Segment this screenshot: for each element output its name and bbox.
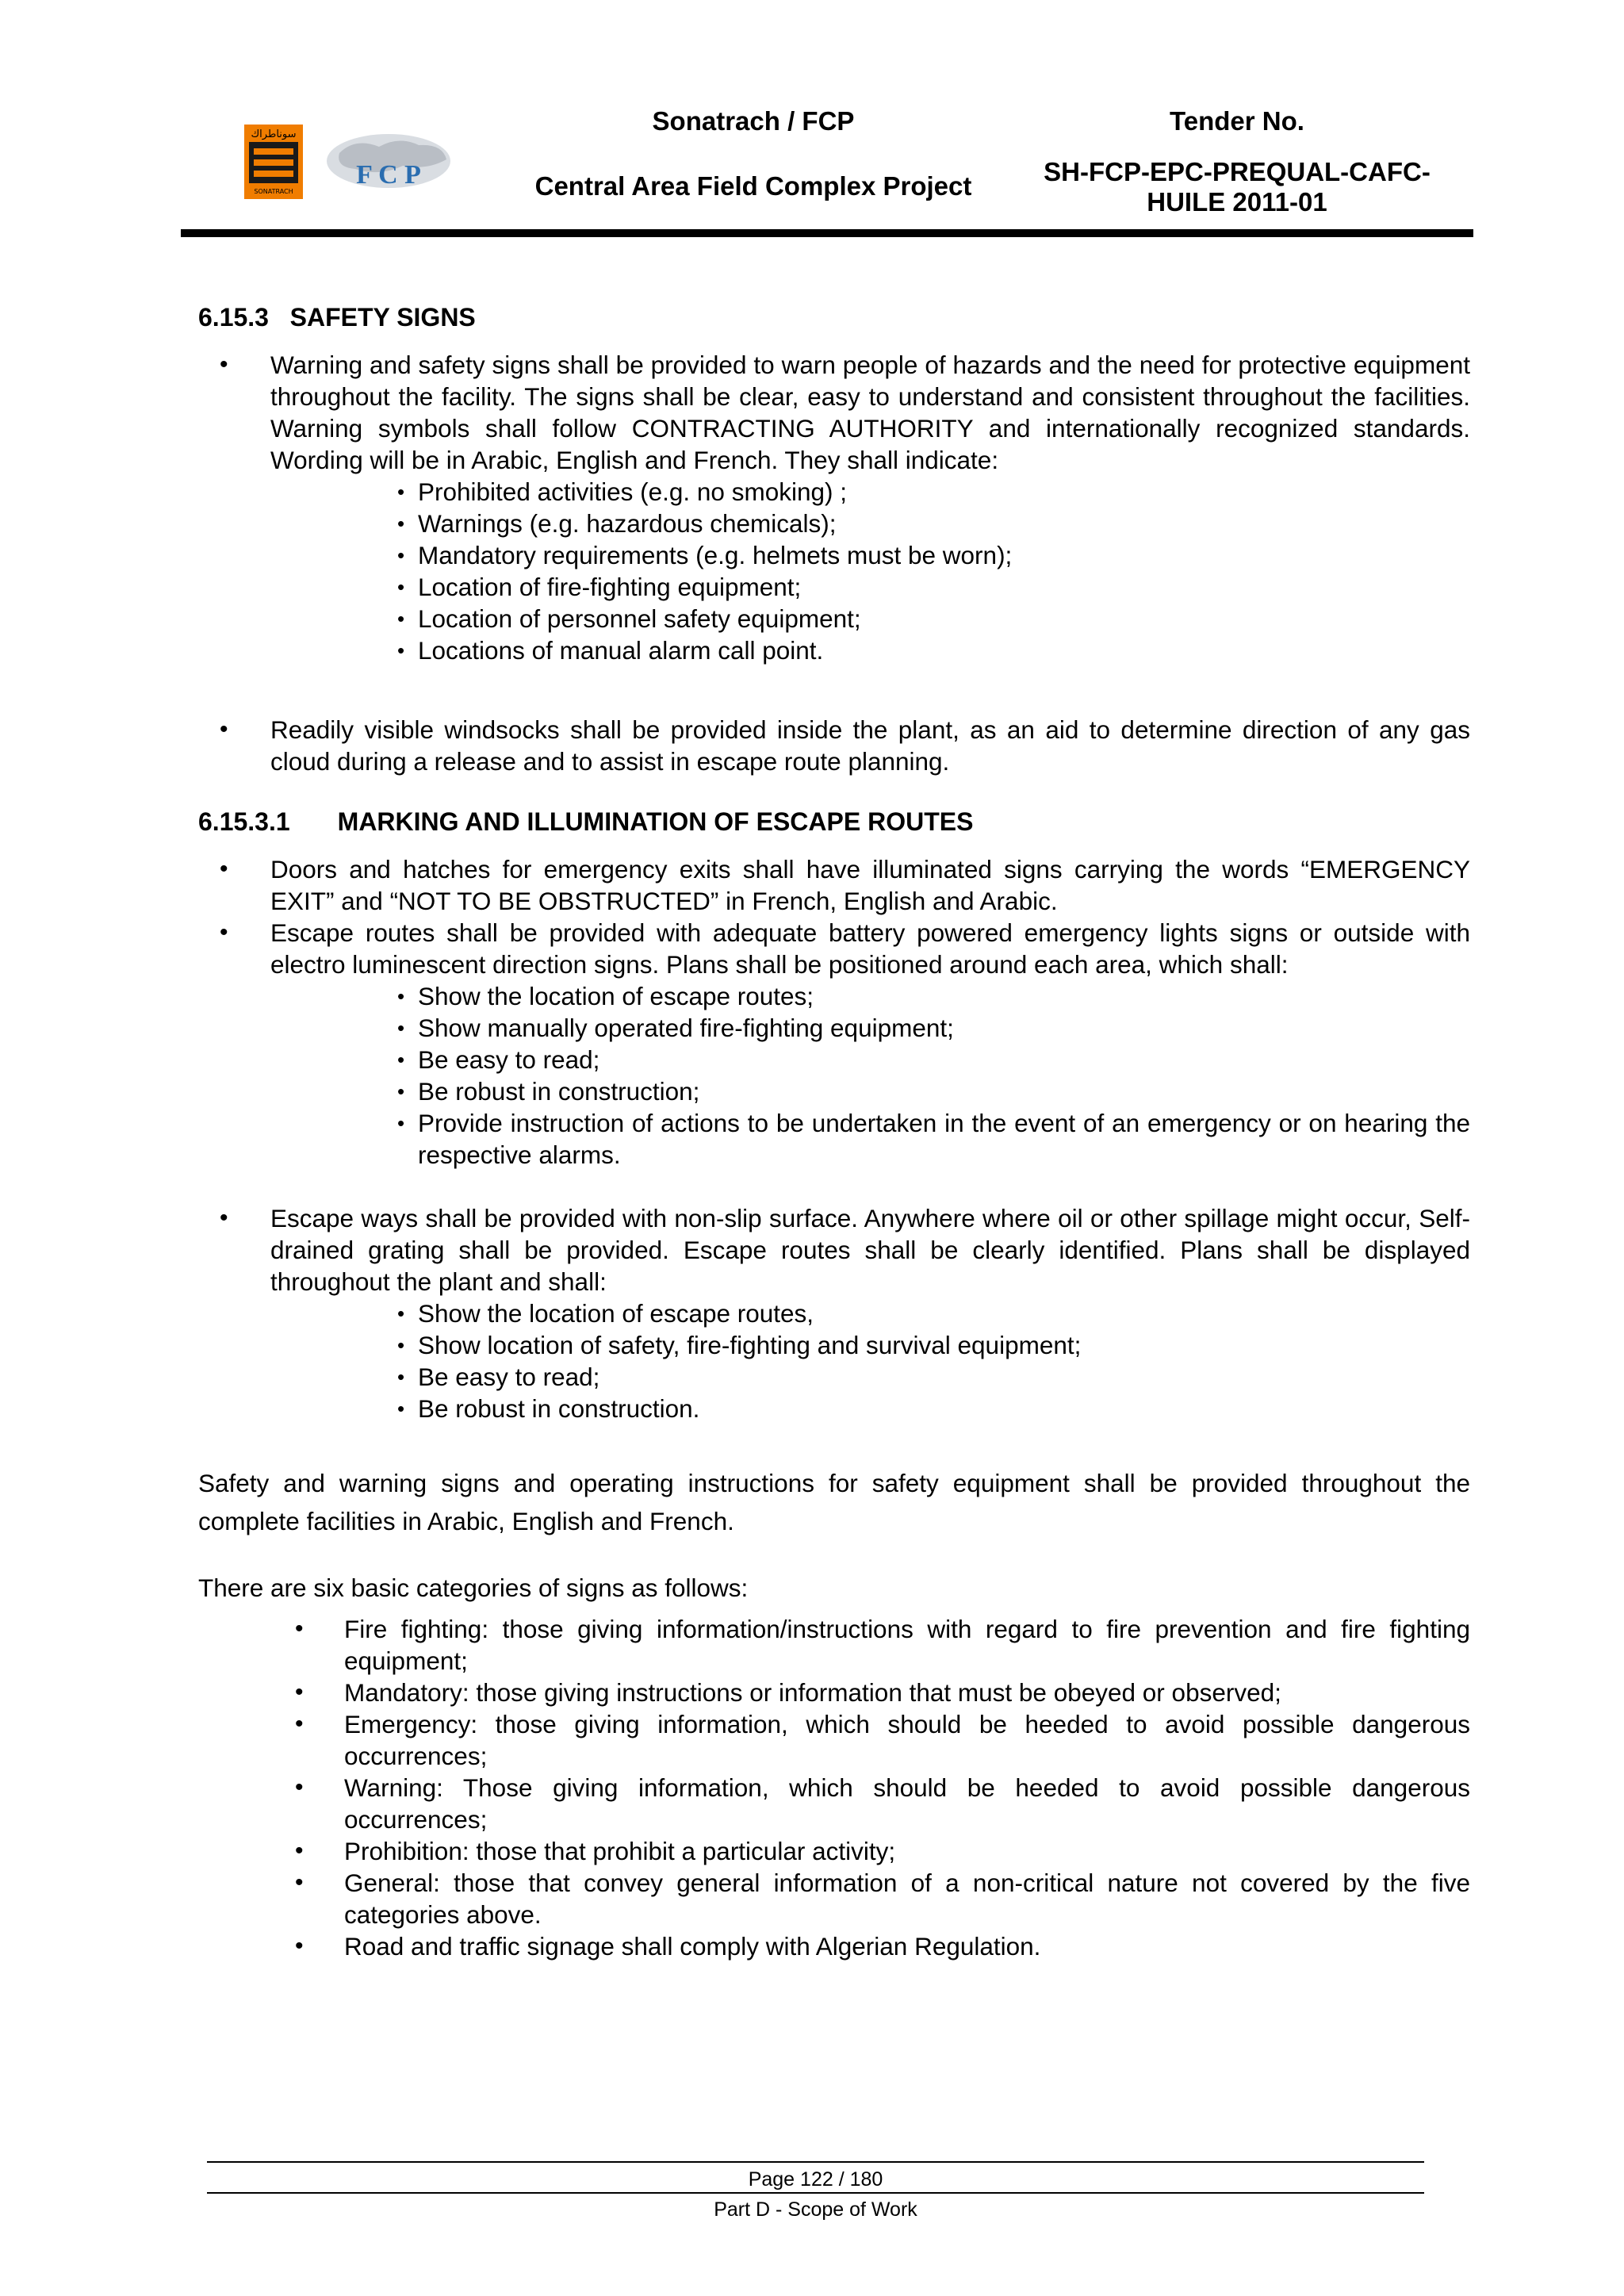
list-item: • Show the location of escape routes,	[198, 1297, 1470, 1329]
list-item: • Be robust in construction.	[198, 1393, 1470, 1424]
list-item: • Warning and safety signs shall be provided to warn people of hazards and the need for protective equipment throughout the facility. The signs shall be clear, easy to understand and consistent throughout the facilities. Warning symbols shall follow CONTRACTING AUTHORITY and internationally recognized standards. Wording will be in Arabic, English and French. They shall indicate:	[198, 349, 1470, 476]
footer-rule-top	[207, 2161, 1424, 2163]
list-item: • Be easy to read;	[198, 1361, 1470, 1393]
list-item: • Warnings (e.g. hazardous chemicals);	[198, 508, 1470, 539]
closing-paragraph: Safety and warning signs and operating instructions for safety equipment shall be provided throughout the complete facilities in Arabic, English and French.	[198, 1469, 1470, 1535]
list-item: • Fire fighting: those giving information/instructions with regard to fire prevention and fire fighting equipment;	[198, 1613, 1470, 1677]
header-tender-number-line1: SH-FCP-EPC-PREQUAL-CAFC-	[1044, 157, 1431, 186]
list-item: • Prohibition: those that prohibit a particular activity;	[198, 1835, 1470, 1867]
fcp-logo-text: F C P	[356, 160, 421, 190]
list-item: • Prohibited activities (e.g. no smoking) ;	[198, 476, 1470, 508]
list-item: • Doors and hatches for emergency exits shall have illuminated signs carrying the words “EMERGENCY EXIT” and “NOT TO BE OBSTRUCTED” in French, English and Arabic.	[198, 853, 1470, 917]
list-item: • Show manually operated fire-fighting equipment;	[198, 1012, 1470, 1044]
header-rule	[181, 229, 1473, 237]
list-item: • Road and traffic signage shall comply with Algerian Regulation.	[198, 1930, 1470, 1962]
footer-rule-bottom	[207, 2192, 1424, 2194]
safety-signs-bullets	[198, 349, 1470, 476]
list-item: • Warning: Those giving information, which should be heeded to avoid possible dangerous occurrences;	[198, 1772, 1470, 1835]
section-heading	[198, 301, 1470, 333]
subsection-heading	[198, 806, 1470, 838]
subsection-number: 6.15.3.1	[198, 807, 290, 836]
list-item: • Be robust in construction;	[198, 1075, 1470, 1107]
escape-ways-bullet	[198, 1202, 1470, 1297]
header-tender-number-line2: HUILE 2011-01	[1147, 187, 1327, 217]
list-item: • Mandatory: those giving instructions or information that must be obeyed or observed;	[198, 1677, 1470, 1708]
list-item: • Locations of manual alarm call point.	[198, 634, 1470, 666]
list-item: • Be easy to read;	[198, 1044, 1470, 1075]
header-tender-label: Tender No.	[1170, 106, 1304, 136]
section-number: 6.15.3	[198, 303, 269, 332]
list-item: • Location of fire-fighting equipment;	[198, 571, 1470, 603]
escape-ways-list	[198, 1297, 1470, 1424]
header-company: Sonatrach / FCP	[652, 106, 855, 136]
document-body	[198, 301, 1470, 1962]
sonatrach-logo-arabic: سوناطراك	[251, 128, 297, 140]
fcp-logo	[324, 129, 454, 201]
escape-route-bullets	[198, 853, 1470, 980]
sonatrach-logo-caption: SONATRACH	[254, 188, 293, 195]
list-item: • Show the location of escape routes;	[198, 980, 1470, 1012]
section-title: SAFETY SIGNS	[289, 303, 476, 332]
sonatrach-logo	[244, 125, 303, 199]
list-item: • Escape routes shall be provided with adequate battery powered emergency lights signs or outside with electro luminescent direction signs. Plans shall be positioned around each area, which shall:	[198, 917, 1470, 980]
footer-part: Part D - Scope of Work	[714, 2198, 917, 2221]
windsock-bullet	[198, 714, 1470, 777]
list-item: • Emergency: those giving information, which should be heeded to avoid possible dangerous occurrences;	[198, 1708, 1470, 1772]
subsection-title: MARKING AND ILLUMINATION OF ESCAPE ROUTES	[337, 807, 974, 836]
header-project: Central Area Field Complex Project	[534, 171, 972, 201]
footer-page-number: Page 122 / 180	[748, 2168, 883, 2191]
list-item: • Escape ways shall be provided with non-slip surface. Anywhere where oil or other spillage might occur, Self-drained grating shall be provided. Escape routes shall be clearly identified. Plans shall be displayed throughout the plant and shall:	[198, 1202, 1470, 1297]
list-item: • Show location of safety, fire-fighting and survival equipment;	[198, 1329, 1470, 1361]
list-item: • Mandatory requirements (e.g. helmets must be worn);	[198, 539, 1470, 571]
list-item: • Provide instruction of actions to be undertaken in the event of an emergency or on hearing the respective alarms.	[198, 1107, 1470, 1171]
sign-categories-list	[198, 1613, 1470, 1962]
plans-list	[198, 980, 1470, 1171]
categories-intro: There are six basic categories of signs as follows:	[198, 1573, 749, 1602]
sign-indicate-list	[198, 476, 1470, 666]
list-item: • Location of personnel safety equipment;	[198, 603, 1470, 634]
list-item: • General: those that convey general information of a non-critical nature not covered by the five categories above.	[198, 1867, 1470, 1930]
list-item: • Readily visible windsocks shall be provided inside the plant, as an aid to determine direction of any gas cloud during a release and to assist in escape route planning.	[198, 714, 1470, 777]
